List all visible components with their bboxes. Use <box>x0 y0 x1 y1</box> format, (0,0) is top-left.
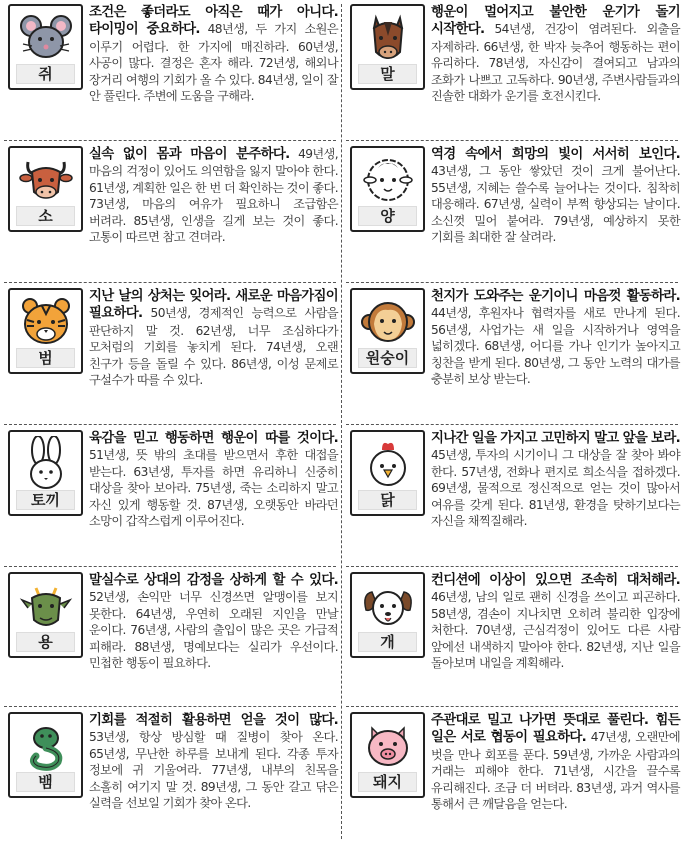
zodiac-badge <box>350 288 425 374</box>
row-divider <box>346 424 678 425</box>
zodiac-label: 소 <box>16 206 75 226</box>
fortune-text: 48년생, 두 가지 소원은 이루기 어렵다. 한 가지에 매진하라. 60년생, 사공이 많다. 결정은 혼자 해라. 72년생, 해외나 장거리 여행의 기회가 올 수 있다. 84년생, 일이 잘 안 풀린다. 주변에 도움을 구해라. <box>89 22 338 104</box>
headline: 말실수로 상대의 감정을 상하게 할 수 있다. <box>89 573 338 588</box>
headline: 지나간 일을 가지고 고민하지 말고 앞을 보라. <box>431 431 680 446</box>
headline: 행운이 멀어지고 불안한 운기가 돌기 시작한다. <box>431 5 680 38</box>
zodiac-label: 용 <box>16 632 75 652</box>
zodiac-label: 말 <box>358 64 417 84</box>
pig-icon <box>360 718 416 774</box>
headline: 컨디션에 이상이 있으면 조속히 대처해라. <box>431 573 680 588</box>
zodiac-label: 닭 <box>358 490 417 510</box>
zodiac-label: 양 <box>358 206 417 226</box>
horoscope-entry-pig <box>350 712 680 843</box>
horoscope-entry-rabbit <box>8 430 338 566</box>
row-divider <box>346 282 678 283</box>
headline: 주관대로 밀고 나가면 뜻대로 풀린다. 힘든 일은 서로 협동이 필요하다. <box>431 713 680 746</box>
zodiac-label: 쥐 <box>16 64 75 84</box>
mouse-icon <box>18 10 74 66</box>
sheep-icon <box>360 152 416 208</box>
ox-icon <box>18 152 74 208</box>
fortune-text: 54년생, 건강이 염려된다. 외출을 자제하라. 66년생, 한 박자 늦추어 행동하는 편이 유리하다. 78년생, 자신감이 결여되고 남과의 조화가 나쁘고 고독하다. 90년생, 주변사람들과의 진솔한 대화가 운기를 호전시킨다. <box>431 22 680 104</box>
zodiac-label: 토끼 <box>16 490 75 510</box>
fortune-text: 50년생, 경제적인 능력으로 사람을 판단하지 말 것. 62년생, 너무 조심하다가 모처럼의 기회를 놓치게 된다. 74년생, 오랜 친구가 등을 돌릴 수 있다. 86년생, 이성 문제로 구설수가 따를 수 있다. <box>89 306 338 388</box>
headline: 조건은 좋더라도 아직은 때가 아니다. 타이밍이 중요하다. <box>89 5 338 38</box>
zodiac-badge <box>350 4 425 90</box>
horse-icon <box>360 10 416 66</box>
zodiac-label: 범 <box>16 348 75 368</box>
zodiac-badge <box>350 430 425 516</box>
fortune-text: 43년생, 그 동안 쌓았던 것이 크게 불어난다. 55년생, 지혜는 쓸수록 늘어나는 것이다. 침착히 대응해라. 67년생, 실력이 부쩍 향상되는 날이다. 소신껏 밀어 붙여라. 79년생, 예상하지 못한 기회를 최대한 잘 살려라. <box>431 164 680 245</box>
horoscope-entry-sheep <box>350 146 680 282</box>
zodiac-label: 돼지 <box>358 772 417 792</box>
horoscope-entry-ox <box>8 146 338 282</box>
zodiac-badge <box>8 146 83 232</box>
snake-icon <box>18 718 74 774</box>
fortune-text: 45년생, 투자의 시기이니 그 대상을 잘 찾아 봐야 한다. 57년생, 전화나 편지로 희소식을 접하겠다. 69년생, 물적으로 정신적으로 얻는 것이 많아서 여유를 갖게 된다. 81년생, 환경을 탓하기보다는 자신을 채찍질해라. <box>431 448 680 529</box>
column-divider <box>341 4 342 839</box>
zodiac-badge <box>8 430 83 516</box>
headline: 실속 없이 몸과 마음이 분주하다. <box>89 147 290 162</box>
horoscope-entry-horse <box>350 4 680 140</box>
row-divider <box>346 140 678 141</box>
fortune-text: 49년생, 마음의 걱정이 있어도 의연함을 잃지 말아야 한다. 61년생, 계획한 일은 한 번 더 확인하는 것이 좋다. 73년생, 마음의 여유가 필요하니 조급함은 버려라. 85년생, 인생을 길게 보는 것이 좋다. 고통이 따르면 참고 견뎌라. <box>89 147 339 245</box>
fortune-text: 44년생, 후원자나 협력자를 새로 만나게 된다. 56년생, 사업가는 새 일을 시작하거나 영역을 넓히겠다. 68년생, 어디를 가나 인기가 높아지고 칭찬을 받게 된다. 80년생, 그 동안 노력의 대가를 충분히 보상 받는다. <box>431 306 680 387</box>
fortune-text: 53년생, 항상 방심할 때 질병이 찾아 온다. 65년생, 무난한 하루를 보내게 된다. 각종 투자 정보에 귀 기울여라. 77년생, 내부의 친목을 소홀히 여기지 말 것. 89년생, 그 동안 갈고 닦은 실력을 선보일 기회가 찾아 온다. <box>89 730 338 811</box>
horoscope-entry-snake <box>8 712 338 843</box>
zodiac-label: 원숭이 <box>358 348 417 368</box>
zodiac-badge <box>8 4 83 90</box>
monkey-icon <box>360 294 416 350</box>
fortune-text: 47년생, 오랜만에 벗을 만나 회포를 푼다. 59년생, 가까운 사람과의 거래는 피해야 한다. 71년생, 시간을 끌수록 유리해진다. 조금 더 버텨라. 83년생, 과거 역사를 통해서 큰 깨달음을 얻는다. <box>431 730 680 812</box>
dragon-icon <box>18 578 74 634</box>
horoscope-entry-mouse <box>8 4 338 140</box>
zodiac-label: 개 <box>358 632 417 652</box>
row-divider <box>4 140 336 141</box>
horoscope-entry-monkey <box>350 288 680 424</box>
headline: 육감을 믿고 행동하면 행운이 따를 것이다. <box>89 431 338 446</box>
horoscope-entry-dragon <box>8 572 338 708</box>
row-divider <box>4 282 336 283</box>
rabbit-icon <box>18 436 74 492</box>
fortune-text: 46년생, 남의 일로 괜히 신경을 쓰이고 피곤하다. 58년생, 겸손이 지나치면 오히려 불리한 입장에 처한다. 70년생, 근심걱정이 있어도 다른 사람 앞에선 내색하지 말아야 한다. 82년생, 지난 일을 돌아보며 내일을 계획해라. <box>431 590 680 671</box>
rooster-icon <box>360 436 416 492</box>
zodiac-label: 뱀 <box>16 772 75 792</box>
headline: 천지가 도와주는 운기이니 마음껏 활동하라. <box>431 289 680 304</box>
zodiac-badge <box>350 146 425 232</box>
row-divider <box>346 566 678 567</box>
horoscope-entry-tiger <box>8 288 338 424</box>
headline: 역경 속에서 희망의 빛이 서서히 보인다. <box>431 147 680 162</box>
headline: 기회를 적절히 활용하면 얻을 것이 많다. <box>89 713 338 728</box>
zodiac-badge <box>8 288 83 374</box>
fortune-text: 51년생, 뜻 밖의 초대를 받으면서 후한 대접을 받는다. 63년생, 투자를 하면 유리하니 신중히 대상을 찾아 보아라. 75년생, 죽는 소리하지 말고 자신 있게 행동할 것. 87년생, 오랫동안 바라던 소망이 갑작스럽게 이루어진다. <box>89 448 338 529</box>
fortune-text: 52년생, 손익만 너무 신경쓰면 알맹이를 보지 못한다. 64년생, 우연히 오래된 지인을 만날 운이다. 76년생, 사람의 출입이 많은 곳은 가급적 피해라. 88년생, 명예보다는 실리가 우선이다. 민첩한 행동이 필요하다. <box>89 590 338 671</box>
tiger-icon <box>18 294 74 350</box>
headline: 지난 날의 상처는 잊어라. 새로운 마음가짐이 필요하다. <box>89 289 338 322</box>
dog-icon <box>360 578 416 634</box>
zodiac-badge <box>8 572 83 658</box>
row-divider <box>4 424 336 425</box>
horoscope-entry-rooster <box>350 430 680 566</box>
row-divider <box>4 566 336 567</box>
zodiac-badge <box>350 712 425 798</box>
zodiac-badge <box>8 712 83 798</box>
horoscope-entry-dog <box>350 572 680 708</box>
zodiac-badge <box>350 572 425 658</box>
